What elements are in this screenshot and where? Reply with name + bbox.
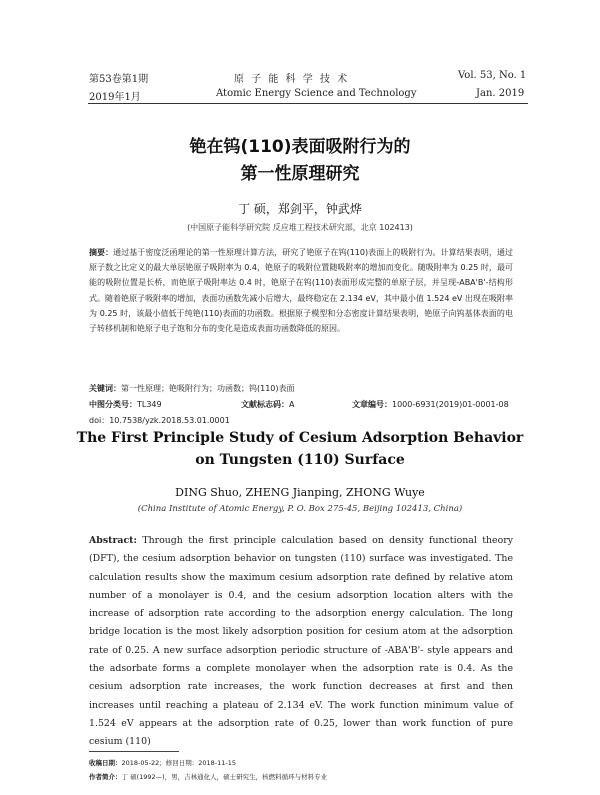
title-cn-line1: 铯在钨(110)表面吸附行为的 [189, 137, 411, 157]
affiliation-cn: (中国原子能科学研究院 反应堆工程技术研究部，北京 102413) [187, 223, 413, 232]
title-cn-line2: 第一性原理研究 [240, 164, 360, 184]
article-number-label: 文章编号： [352, 400, 392, 409]
keywords-cn [89, 383, 295, 394]
title-en-line1: The First Principle Study of Cesium Adsorption Behavior [76, 430, 524, 446]
document-code-label: 文献标志码： [241, 400, 289, 409]
footnote-author [89, 772, 327, 781]
authors-en: DING Shuo, ZHENG Jianping, ZHONG Wuye [175, 486, 425, 499]
keywords-cn-label: 关键词： [89, 384, 121, 393]
header-rule [88, 103, 528, 104]
clc-number [89, 399, 162, 410]
header-date-cn: 2019年1月 [89, 92, 141, 103]
header-journal-cn: 原 子 能 科 学 技 术 [234, 74, 350, 85]
author-bio-value: 丁 硕(1992—)，男，吉林通化人，硕士研究生，核燃料循环与材料专业 [121, 773, 328, 781]
footnote-rule [89, 751, 179, 752]
header-date-en: Jan. 2019 [476, 88, 525, 99]
header-journal-en: Atomic Energy Science and Technology [216, 88, 417, 99]
article-number [352, 399, 509, 410]
abstract-cn-label: 摘要： [89, 248, 114, 257]
authors-cn: 丁 硕，郑剑平，钟武烨 [238, 202, 362, 216]
doi: doi：10.7538/yzk.2018.53.01.0001 [89, 416, 230, 425]
abstract-cn-text: 通过基于密度泛函理论的第一性原理计算方法，研究了铯原子在钨(110)表面上的吸附行为。计算结果表明，通过原子数之比定义的最大单层铯原子吸附率为 0.4，铯原子的吸附位置随吸附率的增加而变化。随吸附率为 0.25 时，最可能的吸附位置是长桥，而铯原子吸附率达 0.4 时，铯原子在钨(110)表面形成完整的单原子层，并呈现-ABA'B'-结构形式。随着铯原子吸附率的增加，表面功函数先减小后增大，最终稳定在 2.134 eV，其中最小值 1.524 eV 出现在吸附率为 0.25 时，该最小值低于纯铯(110)表面的功函数。根据原子模型和分态密度计算结果表明，铯原子向钨基体表面的电子转移机制和铯原子电子饱和分布的变化是造成表面功函数降低的原因。 [89, 248, 513, 334]
document-code-value: A [289, 400, 295, 409]
keywords-cn-text: 第一性原理；铯吸附行为；功函数；钨(110)表面 [121, 384, 295, 393]
abstract-en-label: Abstract: [89, 535, 137, 546]
title-en-line2: on Tungsten (110) Surface [195, 452, 405, 468]
abstract-en-text: Through the first principle calculation based on density functional theory (DFT), the cesium adsorption behavior on tungsten (110) surface was investigated. The calculation results show the maximum cesium adsorption rate defined by relative atom number of a monolayer is 0.4, and the cesium adsorption location alters with the increase of adsorption rate according to the adsorption energy calculation. The long bridge location is the most likely adsorption position for cesium atom at the adsorption rate of 0.25. A new surface adsorption periodic structure of -ABA'B'- style appears and the adsorbate forms a complete monolayer when the adsorption rate is 0.4. As the cesium adsorption rate increases, the work function decreases at first and then increases until reaching a plateau of 2.134 eV. The work function minimum value of 1.524 eV appears at the adsorption rate of 0.25, lower than work function of pure cesium (110) [89, 535, 513, 748]
clc-value: TL349 [137, 400, 162, 409]
abstract-en [89, 532, 513, 752]
article-number-value: 1000-6931(2019)01-0001-08 [392, 400, 509, 409]
author-bio-label: 作者简介： [89, 773, 122, 781]
header-volume-issue-cn: 第53卷第1期 [89, 74, 149, 85]
abstract-cn [89, 245, 513, 336]
affiliation-en: (China Institute of Atomic Energy, P. O. Box 275-45, Beijing 102413, China) [137, 504, 463, 514]
clc-label: 中图分类号： [89, 400, 137, 409]
header-volume-issue-en: Vol. 53, No. 1 [458, 70, 527, 81]
received-value: 2018-05-22；修回日期：2018-11-15 [121, 759, 237, 767]
footnote-received [89, 758, 236, 767]
document-code [241, 399, 294, 410]
received-label: 收稿日期： [89, 759, 122, 767]
